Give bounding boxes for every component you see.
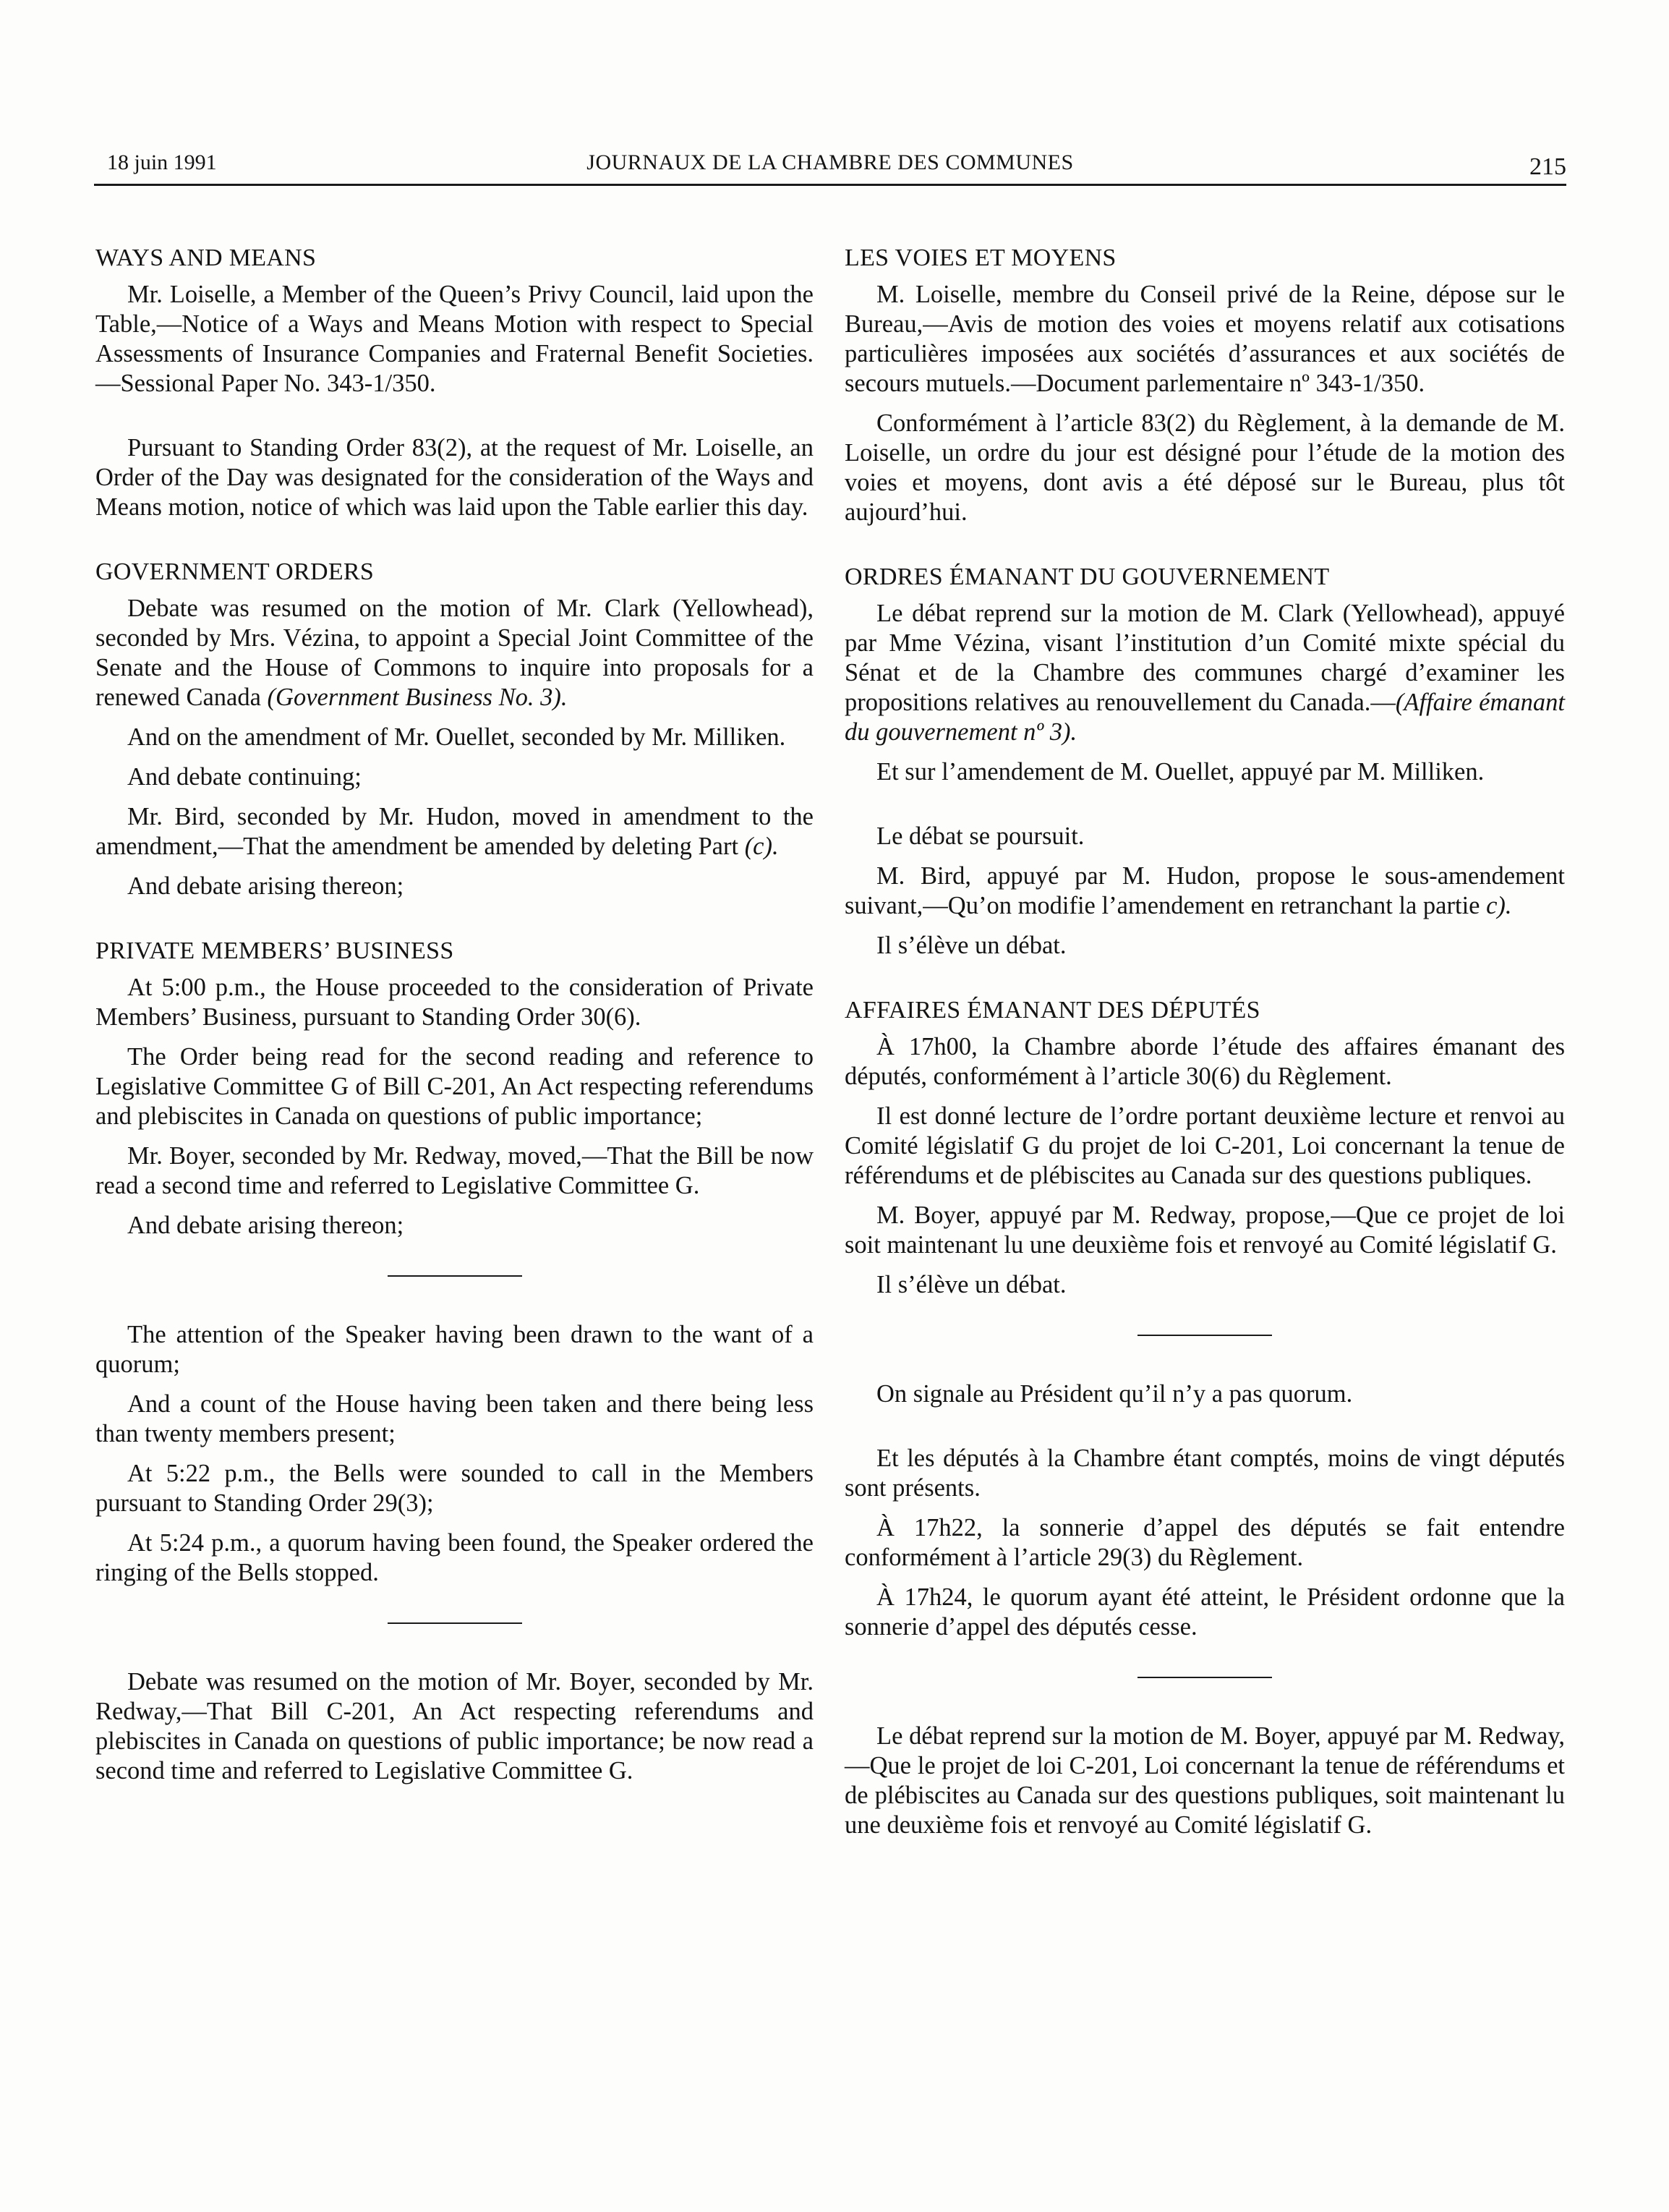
paragraph: Conformément à l’article 83(2) du Règlement, à la demande de M. Loiselle, un ordre du jour est désigné pour l’étude de la motion des voies et moyens, dont avis a été déposé sur le Bureau, plus tôt aujourd’hui. (845, 409, 1565, 526)
heading-affaires-deputes: AFFAIRES ÉMANANT DES DÉPUTÉS (845, 997, 1260, 1024)
page-number: 215 (1529, 153, 1566, 180)
paragraph: Debate was resumed on the motion of Mr. Boyer, seconded by Mr. Redway,—That Bill C-201, An Act respecting referendums and plebiscites in Canada on questions of public importance; be now read a second time and referred to Legislative Committee G. (95, 1668, 814, 1785)
paragraph: À 17h00, la Chambre aborde l’étude des affaires émanant des députés, conformément à l’article 30(6) du Règlement. (845, 1033, 1565, 1090)
paragraph: Debate was resumed on the motion of Mr. Clark (Yellowhead), seconded by Mrs. Vézina, to appoint a Special Joint Committee of the Senate and the House of Commons to inquire into proposals for a renewed Canada (Government Business No. 3). (95, 595, 814, 711)
heading-ways-and-means: WAYS AND MEANS (95, 244, 317, 271)
heading-private-members-business: PRIVATE MEMBERS’ BUSINESS (95, 937, 454, 964)
citation: c). (1486, 892, 1512, 919)
paragraph: M. Loiselle, membre du Conseil privé de la Reine, dépose sur le Bureau,—Avis de motion des voies et moyens relatif aux cotisations particulières imposées aux sociétés d’assurances et aux sociétés de secours mutuels.—Document parlementaire nº 343-1/350. (845, 281, 1565, 397)
paragraph: M. Boyer, appuyé par M. Redway, propose,—Que ce projet de loi soit maintenant lu une deuxième fois et renvoyé au Comité législatif G. (845, 1201, 1565, 1259)
paragraph: Et les députés à la Chambre étant comptés, moins de vingt députés sont présents. (845, 1445, 1565, 1502)
paragraph: Le débat reprend sur la motion de M. Boyer, appuyé par M. Redway,—Que le projet de loi C-201, Loi concernant la tenue de référendums et de plébiscites au Canada sur des questions publiques, soit maintenant lu une deuxième fois et renvoyé au Comité législatif G. (845, 1722, 1565, 1839)
paragraph: And debate continuing; (127, 763, 362, 791)
heading-government-orders: GOVERNMENT ORDERS (95, 558, 375, 585)
paragraph: At 5:00 p.m., the House proceeded to the consideration of Private Members’ Business, pursuant to Standing Order 30(6). (95, 974, 814, 1031)
paragraph: And debate arising thereon; (127, 1212, 404, 1239)
heading-voies-et-moyens: LES VOIES ET MOYENS (845, 244, 1117, 271)
paragraph: Il est donné lecture de l’ordre portant deuxième lecture et renvoi au Comité législatif G du projet de loi C-201, Loi concernant la tenue de référendums et de plébiscites au Canada sur des questions publiques. (845, 1102, 1565, 1189)
paragraph: And debate arising thereon; (127, 872, 404, 900)
page-header (94, 145, 1566, 186)
paragraph: Mr. Loiselle, a Member of the Queen’s Privy Council, laid upon the Table,—Notice of a Ways and Means Motion with respect to Special Assessments of Insurance Companies and Fraternal Benefit Societies.—Sessional Paper No. 343-1/350. (95, 281, 814, 397)
journal-title: JOURNAUX DE LA CHAMBRE DES COMMUNES (586, 150, 1074, 174)
paragraph: Et sur l’amendement de M. Ouellet, appuyé par M. Milliken. (876, 758, 1485, 786)
citation: (Affaire émanant du gouvernement nº 3). (845, 689, 1565, 746)
paragraph: The Order being read for the second reading and reference to Legislative Committee G of Bill C-201, An Act respecting referendums and plebiscites in Canada on questions of public importance; (95, 1043, 814, 1130)
section-divider (388, 1622, 522, 1624)
paragraph: M. Bird, appuyé par M. Hudon, propose le sous-amendement suivant,—Qu’on modifie l’amendement en retranchant la partie c). (845, 862, 1565, 919)
paragraph: À 17h22, la sonnerie d’appel des députés se fait entendre conformément à l’article 29(3) du Règlement. (845, 1514, 1565, 1571)
paragraph: The attention of the Speaker having been drawn to the want of a quorum; (95, 1321, 814, 1378)
paragraph: Le débat reprend sur la motion de M. Clark (Yellowhead), appuyé par Mme Vézina, visant l’institution d’un Comité mixte spécial du Sénat et de la Chambre des communes chargé d’examiner les propositions relatives au renouvellement du Canada.—(Affaire émanant du gouvernement nº 3). (845, 600, 1565, 746)
section-divider (1137, 1335, 1272, 1336)
paragraph: Il s’élève un débat. (876, 932, 1067, 959)
section-divider (1137, 1677, 1272, 1678)
header-date: 18 juin 1991 (107, 150, 217, 174)
paragraph: Le débat se poursuit. (876, 822, 1085, 850)
paragraph: Il s’élève un débat. (876, 1271, 1067, 1298)
section-divider (388, 1275, 522, 1277)
french-column (845, 243, 1565, 1850)
paragraph: Mr. Bird, seconded by Mr. Hudon, moved in amendment to the amendment,—That the amendment be amended by deleting Part (c). (95, 803, 814, 860)
paragraph: À 17h24, le quorum ayant été atteint, le Président ordonne que la sonnerie d’appel des députés cesse. (845, 1583, 1565, 1641)
paragraph: At 5:22 p.m., the Bells were sounded to call in the Members pursuant to Standing Order 29(3); (95, 1460, 814, 1517)
paragraph: At 5:24 p.m., a quorum having been found, the Speaker ordered the ringing of the Bells stopped. (95, 1529, 814, 1586)
paragraph: Mr. Boyer, seconded by Mr. Redway, moved,—That the Bill be now read a second time and referred to Legislative Committee G. (95, 1142, 814, 1199)
heading-ordres-gouvernement: ORDRES ÉMANANT DU GOUVERNEMENT (845, 563, 1330, 590)
paragraph: Pursuant to Standing Order 83(2), at the request of Mr. Loiselle, an Order of the Day was designated for the consideration of the Ways and Means motion, notice of which was laid upon the Table earlier this day. (95, 434, 814, 521)
citation: (Government Business No. 3). (267, 684, 568, 711)
citation: (c). (744, 833, 779, 860)
english-column (95, 243, 814, 1796)
paragraph: On signale au Président qu’il n’y a pas quorum. (876, 1380, 1353, 1408)
paragraph: And on the amendment of Mr. Ouellet, seconded by Mr. Milliken. (127, 723, 786, 751)
paragraph: And a count of the House having been taken and there being less than twenty members present; (95, 1390, 814, 1447)
